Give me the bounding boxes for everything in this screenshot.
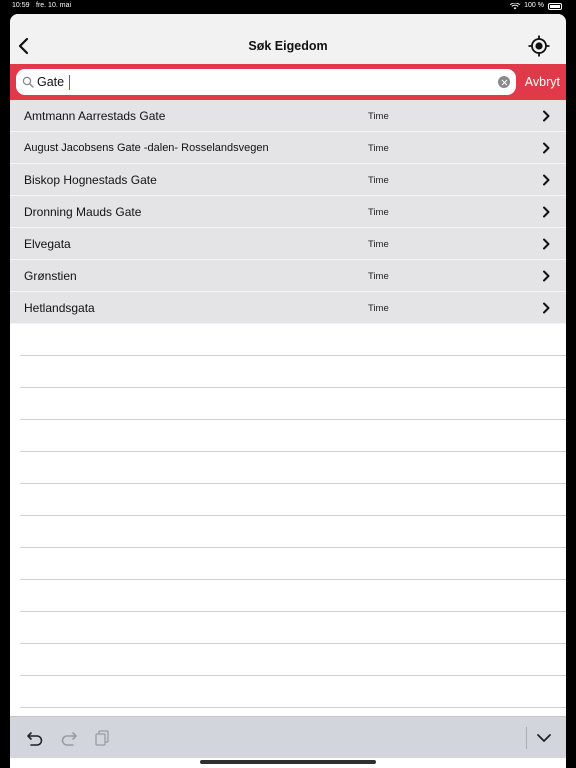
result-name: August Jacobsens Gate -dalen- Rosselandsvegen [24,142,269,154]
list-item[interactable] [10,196,566,228]
home-indicator[interactable] [200,760,376,764]
results-list [10,100,566,324]
result-meta: Time [368,239,389,250]
result-name: Elvegata [24,237,71,251]
result-name: Dronning Mauds Gate [24,205,142,219]
keyboard-shortcut-bar [10,716,566,758]
empty-row [20,548,566,580]
chevron-right-icon [542,302,550,314]
empty-row [20,420,566,452]
empty-row [20,452,566,484]
search-sheet [10,14,566,768]
status-indicators [510,0,562,12]
chevron-right-icon [542,110,550,122]
empty-row [20,516,566,548]
search-bar [10,64,566,100]
status-bar [0,0,576,12]
empty-row [20,676,566,708]
chevron-right-icon [542,270,550,282]
chevron-right-icon [542,238,550,250]
text-caret [69,75,70,90]
chevron-right-icon [542,174,550,186]
nav-bar [10,14,566,64]
redo-icon[interactable] [60,730,78,746]
result-meta: Time [368,143,389,154]
list-item[interactable] [10,164,566,196]
toolbar-divider [526,727,527,749]
empty-row [20,388,566,420]
result-meta: Time [368,207,389,218]
status-date: fre. 10. mai [36,2,72,9]
page-title: Søk Eigedom [248,39,328,53]
list-item[interactable] [10,228,566,260]
status-time: 10:59 [12,2,30,9]
list-item[interactable] [10,132,566,164]
chevron-right-icon [542,142,550,154]
list-item[interactable] [10,260,566,292]
search-field[interactable] [16,69,516,95]
wifi-icon [510,3,520,10]
empty-row [20,356,566,388]
empty-list-area [10,324,566,708]
battery-icon [548,3,562,10]
empty-row [20,644,566,676]
chevron-down-icon[interactable] [535,730,553,746]
crosshair-icon[interactable] [528,35,550,57]
clipboard-icon[interactable] [94,730,112,746]
empty-row [20,324,566,356]
empty-row [20,612,566,644]
result-name: Amtmann Aarrestads Gate [24,109,166,123]
search-input[interactable] [37,74,497,90]
result-name: Biskop Hognestads Gate [24,173,157,187]
result-meta: Time [368,175,389,186]
search-icon [22,76,34,88]
cancel-button[interactable]: Avbryt [524,75,560,89]
list-item[interactable] [10,100,566,132]
empty-row [20,580,566,612]
result-meta: Time [368,111,389,122]
chevron-right-icon [542,206,550,218]
result-name: Grønstien [24,269,77,283]
result-meta: Time [368,271,389,282]
list-item[interactable] [10,292,566,324]
empty-row [20,484,566,516]
undo-icon[interactable] [26,730,44,746]
result-meta: Time [368,303,389,314]
clear-icon[interactable] [498,76,510,88]
result-name: Hetlandsgata [24,301,95,315]
battery-percent: 100 % [524,2,544,9]
